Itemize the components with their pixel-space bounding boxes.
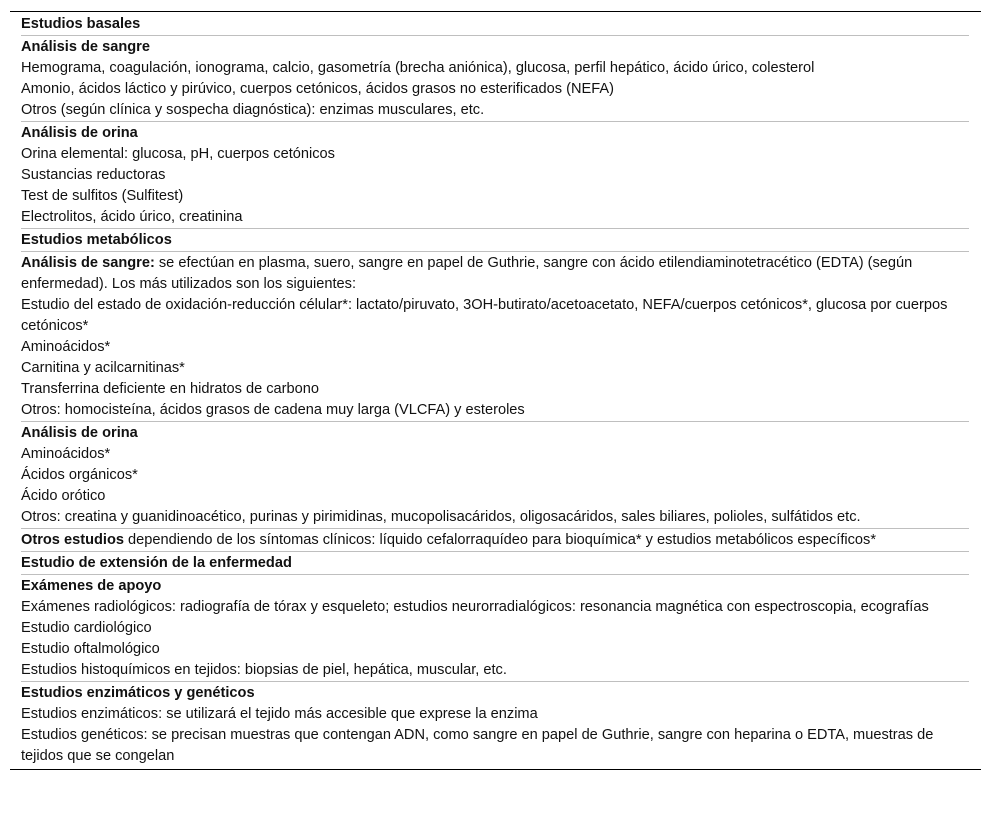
section-heading: Análisis de orina [21,121,969,144]
table-row: Transferrina deficiente en hidratos de carbono [21,381,319,397]
table-row: Test de sulfitos (Sulfitest) [21,188,184,204]
table-row: Otros: creatina y guanidinoacético, purinas y pirimidinas, mucopolisacáridos, oligosacáridos, sales biliares, polioles, sulfátidos etc. [21,509,861,525]
table-row: Estudio cardiológico [21,620,152,636]
table-row: Estudio oftalmológico [21,641,160,657]
table-row: Exámenes radiológicos: radiografía de tórax y esqueleto; estudios neurorradialógicos: resonancia magnética con espectroscopia, ecografías [21,599,929,615]
table-row: Aminoácidos* [21,446,111,462]
table-row: Otros (según clínica y sospecha diagnóstica): enzimas musculares, etc. [21,102,485,118]
table-row: Ácido orótico [21,488,106,504]
section-heading: Análisis de orina [21,421,969,444]
table-row: Otros: homocisteína, ácidos grasos de cadena muy larga (VLCFA) y esteroles [21,402,525,418]
studies-table [10,11,981,770]
row-lead-label: Análisis de sangre: [21,255,155,271]
section-heading: Estudios basales [21,16,141,32]
table-row: Orina elemental: glucosa, pH, cuerpos cetónicos [21,146,335,162]
row-text: dependiendo de los síntomas clínicos: líquido cefalorraquídeo para bioquímica* y estudios metabólicos específicos* [123,532,877,548]
table-row: Estudio del estado de oxidación-reducción célular*: lactato/piruvato, 3OH-butirato/acetoacetato, NEFA/cuerpos cetónicos*, glucosa por cuerpos cetónicos* [21,297,948,334]
section-heading: Estudios metabólicos [21,228,969,251]
section-heading: Análisis de sangre [21,35,969,58]
section-heading: Estudios enzimáticos y genéticos [21,681,969,704]
row-text: se efectúan en plasma, suero, sangre en papel de Guthrie, sangre con ácido etilendiaminotetracético (EDTA) (según enfermedad). Los más utilizados son los siguientes: [21,255,913,292]
table-row: Estudios histoquímicos en tejidos: biopsias de piel, hepática, muscular, etc. [21,662,507,678]
table-row: Carnitina y acilcarnitinas* [21,360,185,376]
table-row: Estudios enzimáticos: se utilizará el tejido más accesible que exprese la enzima [21,706,538,722]
table-row: Hemograma, coagulación, ionograma, calcio, gasometría (brecha aniónica), glucosa, perfil hepático, ácido úrico, colesterol [21,60,815,76]
table-row [21,251,969,295]
table-row: Estudios genéticos: se precisan muestras que contengan ADN, como sangre en papel de Guthrie, sangre con heparina o EDTA, muestras de tejidos que se congelan [21,727,934,764]
table-row [21,528,969,551]
table-row: Ácidos orgánicos* [21,467,138,483]
table-row: Aminoácidos* [21,339,111,355]
table-row: Sustancias reductoras [21,167,166,183]
table-body [10,12,981,769]
row-lead-label: Otros estudios [21,532,124,548]
table-row: Electrolitos, ácido úrico, creatinina [21,209,243,225]
table-row: Amonio, ácidos láctico y pirúvico, cuerpos cetónicos, ácidos grasos no esterificados (NEFA) [21,81,614,97]
section-heading: Exámenes de apoyo [21,574,969,597]
section-heading: Estudio de extensión de la enfermedad [21,551,969,574]
